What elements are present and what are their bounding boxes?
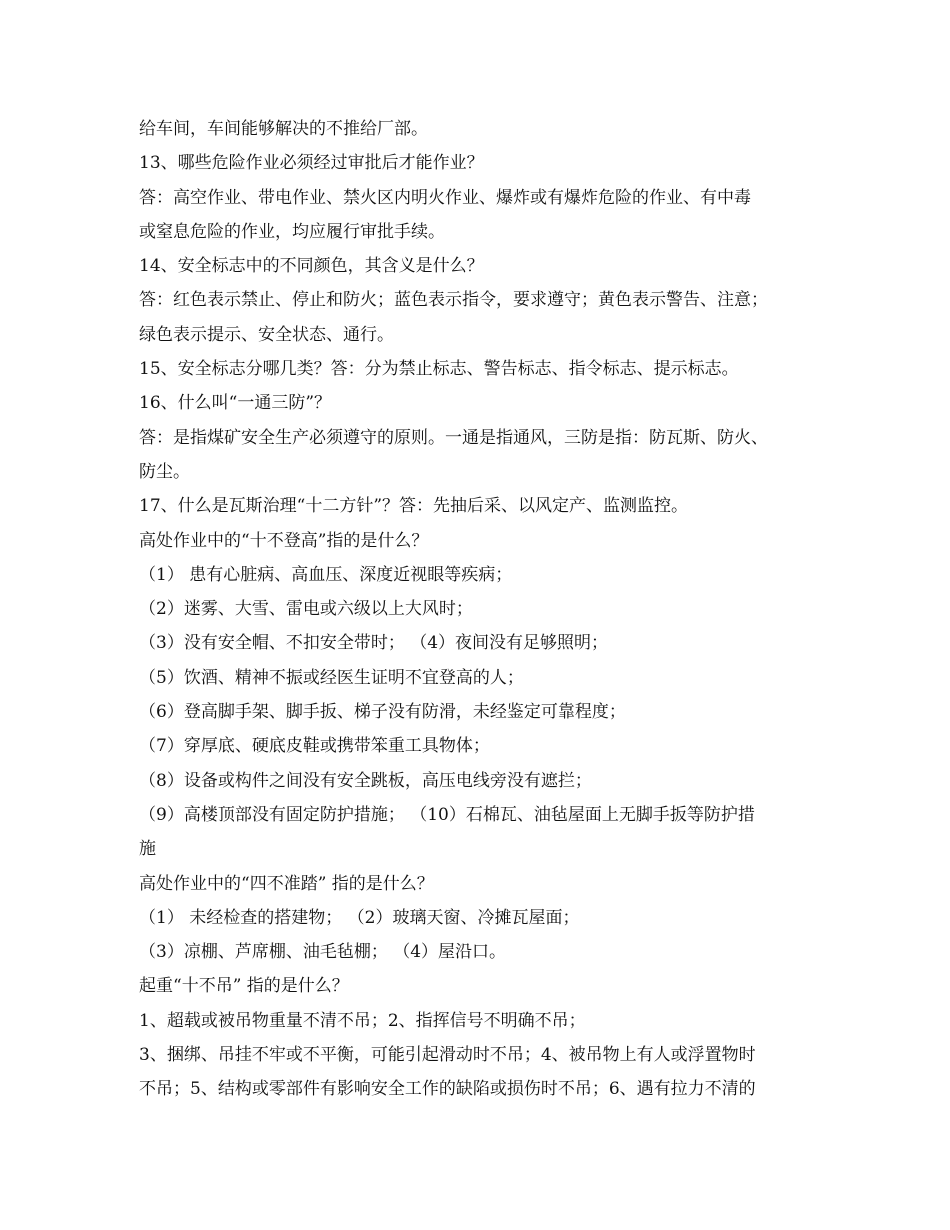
list-item: （5）饮酒、精神不振或经医生证明不宜登高的人； xyxy=(139,667,524,688)
answer-13-line-1: 答：高空作业、带电作业、禁火区内明火作业、爆炸或有爆炸危险的作业、有中毒 xyxy=(139,187,751,208)
section-heading-ten-no-lift: 起重“十不吊” 指的是什么？ xyxy=(139,976,349,997)
question-14: 14、安全标志中的不同颜色，其含义是什么？ xyxy=(139,256,484,277)
answer-16-line-1: 答：是指煤矿安全生产必须遵守的原则。一通是指通风，三防是指：防瓦斯、防火、 xyxy=(139,427,768,448)
text-line: 给车间，车间能够解决的不推给厂部。 xyxy=(139,119,428,139)
document-body xyxy=(139,112,819,1107)
answer-14-line-1: 答：红色表示禁止、停止和防火；蓝色表示指令，要求遵守；黄色表示警告、注意； xyxy=(139,290,768,311)
list-item: 3、捆绑、吊挂不牢或不平衡，可能引起滑动时不吊；4、被吊物上有人或浮置物时 xyxy=(139,1045,756,1066)
list-item: （1） 患有心脏病、高血压、深度近视眼等疾病； xyxy=(139,564,513,585)
question-13: 13、哪些危险作业必须经过审批后才能作业？ xyxy=(139,153,484,174)
list-item: （3）凉棚、芦席棚、油毛毡棚； （4）屋沿口。 xyxy=(139,942,507,963)
section-heading-ten-no-climb: 高处作业中的“十不登高”指的是什么？ xyxy=(139,530,429,551)
list-item: （3）没有安全帽、不扣安全带时； （4）夜间没有足够照明； xyxy=(139,633,609,654)
list-item: （7）穿厚底、硬底皮鞋或携带笨重工具物体； xyxy=(139,736,490,757)
question-17: 17、什么是瓦斯治理“十二方针”？答：先抽后采、以风定产、监测监控。 xyxy=(139,496,689,517)
list-item: （1） 未经检查的搭建物； （2）玻璃天窗、冷摊瓦屋面； xyxy=(139,907,580,928)
question-15: 15、安全标志分哪几类？答：分为禁止标志、警告标志、指令标志、提示标志。 xyxy=(139,359,739,380)
list-item: （8）设备或构件之间没有安全跳板，高压电线旁没有遮拦； xyxy=(139,770,592,791)
list-item: 不吊；5、结构或零部件有影响安全工作的缺陷或损伤时不吊；6、遇有拉力不清的 xyxy=(139,1079,756,1100)
answer-14-line-2: 绿色表示提示、安全状态、通行。 xyxy=(139,324,394,345)
question-16: 16、什么叫“一通三防”？ xyxy=(139,393,332,414)
list-item: 1、超载或被吊物重量不清不吊；2、指挥信号不明确不吊； xyxy=(139,1010,586,1031)
answer-13-line-2: 或窒息危险的作业，均应履行审批手续。 xyxy=(139,221,445,242)
list-item: （6）登高脚手架、脚手扳、梯子没有防滑，未经鉴定可靠程度； xyxy=(139,702,626,723)
list-item-continuation: 施 xyxy=(139,839,156,860)
section-heading-four-no-step: 高处作业中的“四不准踏” 指的是什么？ xyxy=(139,873,434,894)
list-item: （2）迷雾、大雪、雷电或六级以上大风时； xyxy=(139,599,473,620)
list-item: （9）高楼顶部没有固定防护措施； （10）石棉瓦、油毡屋面上无脚手扳等防护措 xyxy=(139,804,755,825)
answer-16-line-2: 防尘。 xyxy=(139,461,190,482)
